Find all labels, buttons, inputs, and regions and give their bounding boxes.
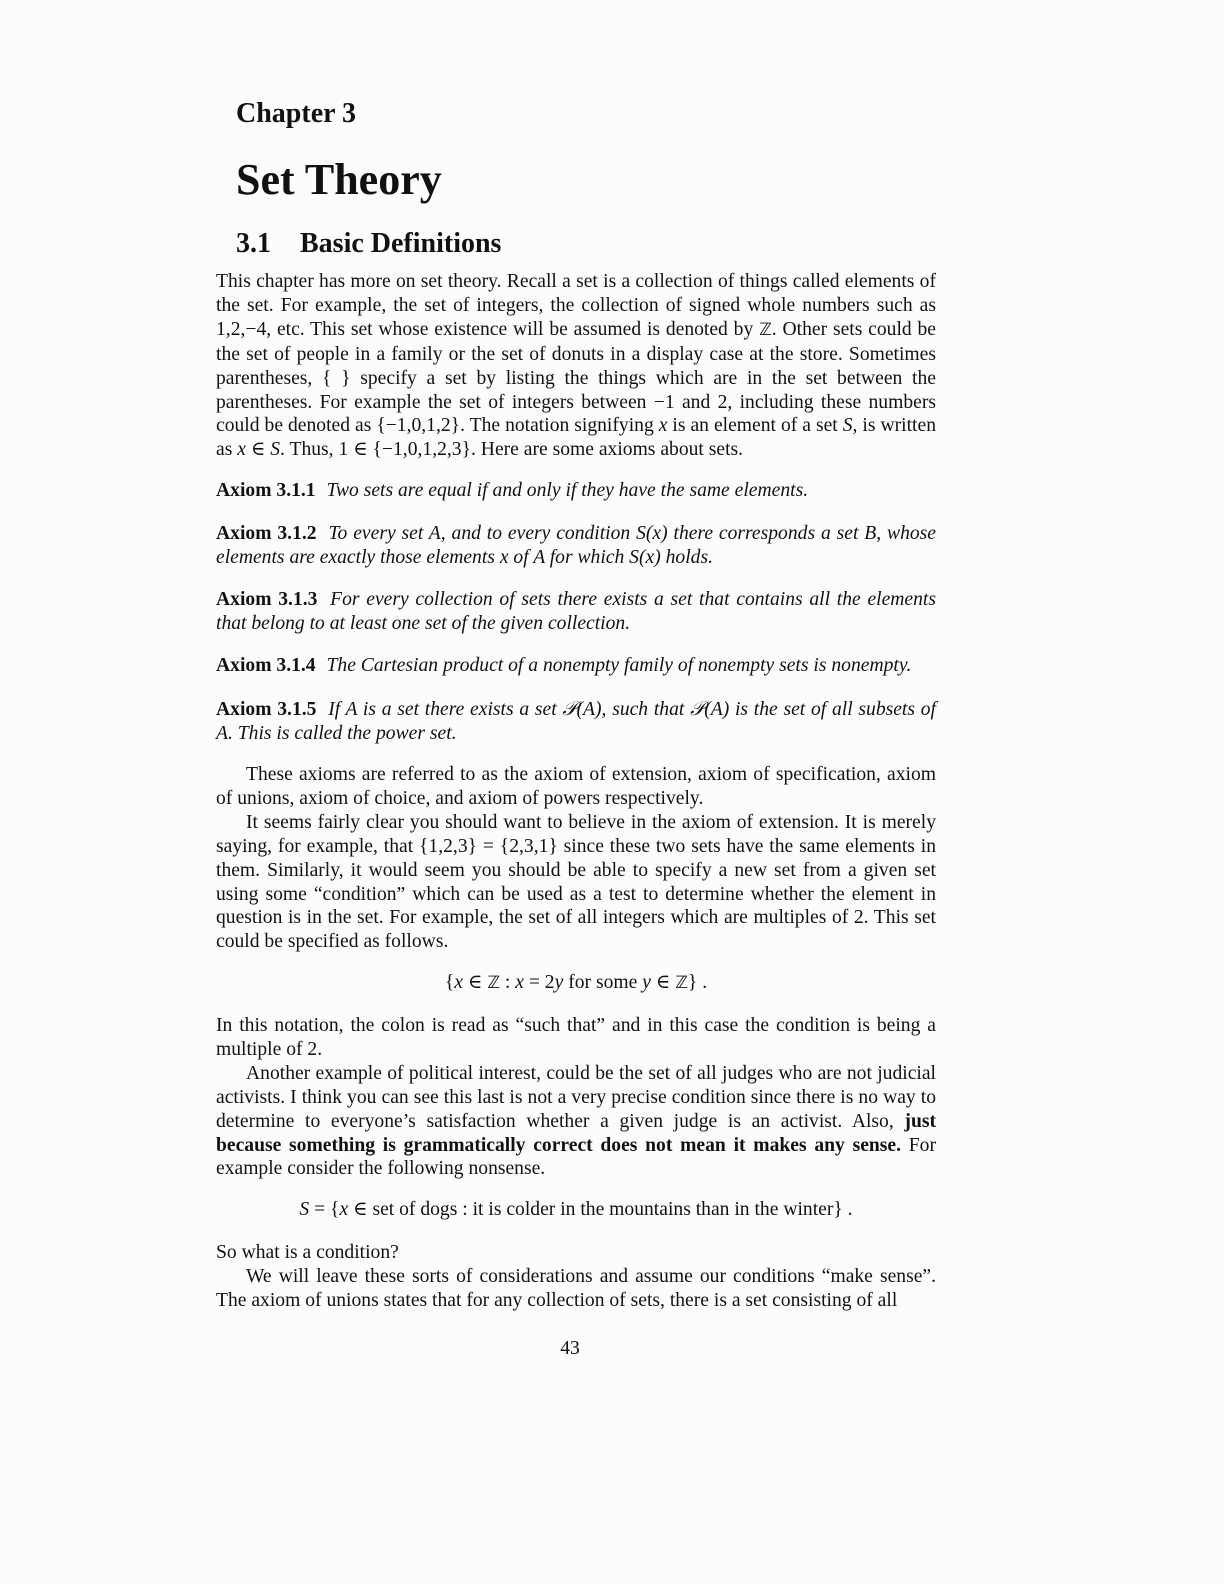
paragraph-extension: It seems fairly clear you should want to believe in the axiom of extension. It is merely saying, for example, that {1,2,3} = {2,3,1} since these two sets have the same elements in them. Similarly, it would seem you should be able to specify a new set from a given set using some “condition” which can be used as a test to determine whether the element in question is in the set. For example, the set of all integers which are multiples of 2. This set could be specified as follows.	[216, 811, 936, 953]
axiom-text: To every set A, and to every condition S(x) there corresponds a set B, whose elements are exactly those elements x of A for which S(x) holds.	[216, 523, 936, 568]
axiom-label: Axiom 3.1.4	[216, 655, 316, 676]
chapter-label: Chapter 3	[236, 98, 357, 129]
paragraph-colon: In this notation, the colon is read as “such that” and in this case the condition is being a multiple of 2.	[216, 1015, 936, 1060]
paragraph-unions: We will leave these sorts of considerations and assume our conditions “make sense”. The axiom of unions states that for any collection of sets, there is a set consisting of all	[216, 1265, 936, 1311]
axiom-label: Axiom 3.1.5	[216, 699, 317, 720]
page-number: 43	[560, 1338, 580, 1359]
axiom-text: For every collection of sets there exists a set that contains all the elements that belong to at least one set of the given collection.	[216, 589, 936, 634]
axiom-4	[216, 654, 936, 678]
body-block-1	[216, 763, 936, 954]
var-S: S	[842, 415, 853, 437]
integers-symbol: ℤ	[759, 319, 772, 340]
axiom-label: Axiom 3.1.3	[216, 589, 318, 610]
emphasis-text: just because something is grammatically correct does not mean it makes any sense.	[216, 1110, 936, 1156]
axiom-label: Axiom 3.1.1	[216, 480, 316, 501]
var-x: x	[658, 415, 668, 437]
chapter-title: Set Theory	[236, 155, 442, 204]
intro-text-4: , is written as	[216, 415, 936, 461]
intro-text-3: is an element of a set	[667, 415, 843, 437]
axiom-2	[216, 522, 936, 570]
body-block-2	[216, 1014, 936, 1181]
power-set-symbol: 𝒫	[690, 697, 705, 720]
display-equation-2: S = {x ∈ set of dogs : it is colder in the mountains than in the winter} .	[299, 1199, 853, 1220]
power-set-symbol: 𝒫	[562, 697, 577, 720]
intro-text-5: . Thus, 1 ∈ {−1,0,1,2,3}. Here are some axioms about sets.	[280, 439, 744, 461]
axiom-1	[216, 479, 936, 503]
intro-text-2: . Other sets could be the set of people in a family or the set of donuts in a display case at the store. Sometimes parentheses, { } specify a set by listing the things which are in the set between the parentheses. For example the set of integers between −1 and 2, including these numbers could be denoted as {−1,0,1,2}. The notation signifying	[216, 318, 936, 437]
axiom-3	[216, 588, 936, 636]
axiom-text: The Cartesian product of a nonempty family of nonempty sets is nonempty.	[326, 655, 912, 676]
paragraph-judges: Another example of political interest, could be the set of all judges who are not judicial activists. I think you can see this last is not a very precise condition since there is no way to determine to everyone’s satisfaction whether a given judge is an activist. Also, just because something is grammatically correct does not mean it makes any sense. For example consider the following nonsense.	[216, 1062, 936, 1180]
paragraph-axiom-names: These axioms are referred to as the axiom of extension, axiom of specification, axiom of unions, axiom of choice, and axiom of powers respectively.	[216, 764, 936, 809]
body-block-3	[216, 1241, 936, 1313]
section-title: Basic Definitions	[300, 228, 502, 259]
axiom-label: Axiom 3.1.2	[216, 523, 317, 544]
axiom-text: Two sets are equal if and only if they have the same elements.	[326, 480, 809, 501]
membership-relation: x ∈ S	[237, 439, 281, 461]
paragraph-condition: So what is a condition?	[216, 1242, 399, 1263]
intro-paragraph-block	[216, 270, 936, 462]
axiom-text: If A is a set there exists a set 𝒫(A), such that 𝒫(A) is the set of all subsets of A. This is called the power set.	[216, 697, 936, 744]
intro-paragraph	[216, 270, 936, 462]
section-heading	[236, 226, 501, 262]
display-equation-1: {x ∈ ℤ : x = 2y for some y ∈ ℤ} .	[444, 972, 708, 993]
axiom-5	[216, 697, 936, 746]
section-number: 3.1	[236, 228, 271, 259]
intro-text-1: This chapter has more on set theory. Recall a set is a collection of things called elements of the set. For example, the set of integers, the collection of signed whole numbers such as 1,2,−4, etc. This set whose existence will be assumed is denoted by	[216, 271, 936, 340]
